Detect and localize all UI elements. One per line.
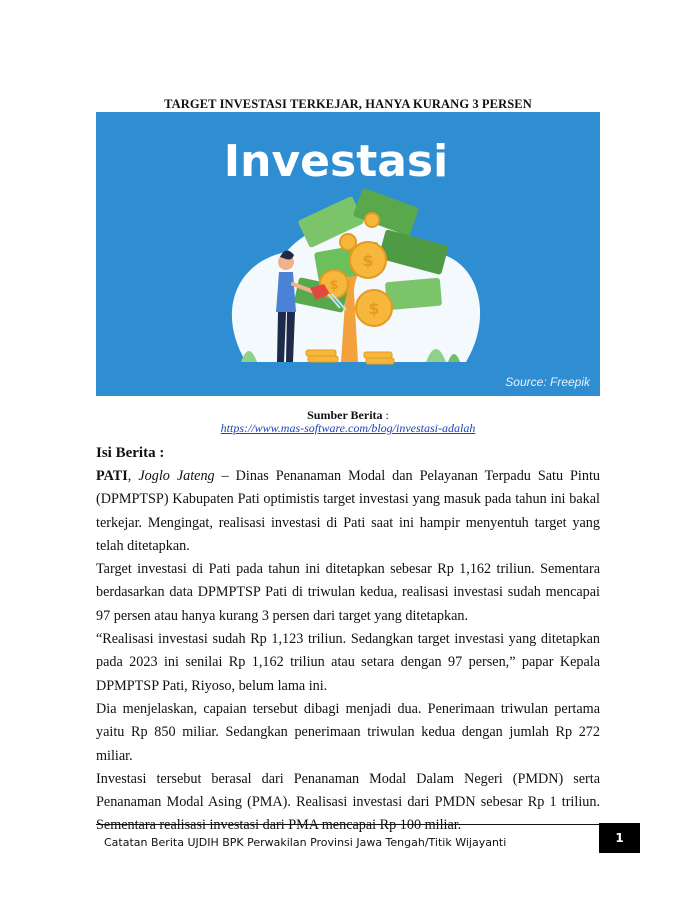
- dateline-place: PATI: [96, 468, 128, 484]
- outlet-name: Joglo Jateng: [138, 468, 215, 484]
- page-number: 1: [599, 823, 640, 853]
- footer-divider: [96, 824, 600, 825]
- lead-paragraph: PATI, Joglo Jateng – Dinas Penanaman Modal dan Pelayanan Terpadu Satu Pintu (DPMPTSP) Kabupaten Pati optimistis target investasi yang masuk pada tahun ini bakal terkejar. Mengingat, realisasi investasi di Pati saat ini hampir menyentuh target yang telah ditetapkan.: [96, 468, 601, 554]
- paragraph: Investasi tersebut berasal dari Penanaman Modal Dalam Negeri (PMDN) serta Penanaman Modal Asing (PMA). Realisasi investasi dari PMDN sebesar Rp 1 triliun. Sementara realisasi investasi dari PMA mencapai Rp 100 miliar.: [96, 770, 600, 834]
- source-link[interactable]: https://www.mas-software.com/blog/investasi-adalah: [220, 421, 476, 435]
- source-label: Sumber Berita :: [307, 408, 389, 422]
- paragraph: Dia menjelaskan, capaian tersebut dibagi menjadi dua. Penerimaan triwulan pertama yaitu Rp 850 miliar. Sedangkan penerimaan triwulan kedua dengan jumlah Rp 272 miliar.: [96, 700, 600, 764]
- section-heading: Isi Berita :: [96, 445, 165, 461]
- svg-text:$: $: [362, 251, 374, 270]
- paragraph: Target investasi di Pati pada tahun ini ditetapkan sebesar Rp 1,162 triliun. Sementara berdasarkan data DPMPTSP Pati di triwulan kedua, realisasi investasi sudah mencapai 97 persen atau hanya kurang 3 persen dari target yang ditetapkan.: [96, 561, 600, 624]
- article-body: [96, 465, 600, 838]
- hero-title: Investasi: [223, 136, 449, 187]
- svg-text:$: $: [329, 278, 339, 293]
- svg-text:$: $: [368, 299, 380, 318]
- hero-image: [96, 112, 600, 396]
- article-title: TARGET INVESTASI TERKEJAR, HANYA KURANG 3 PERSEN: [164, 97, 532, 111]
- paragraph: “Realisasi investasi sudah Rp 1,123 triliun. Sedangkan target investasi yang ditetapkan pada 2023 ini senilai Rp 1,162 triliun atau setara dengan 97 persen,” papar Kepala DPMPTSP Pati, Riyoso, belum lama ini.: [96, 631, 600, 694]
- footer-text: Catatan Berita UJDIH BPK Perwakilan Provinsi Jawa Tengah/Titik Wijayanti: [104, 836, 507, 849]
- image-credit: Source: Freepik: [505, 375, 590, 389]
